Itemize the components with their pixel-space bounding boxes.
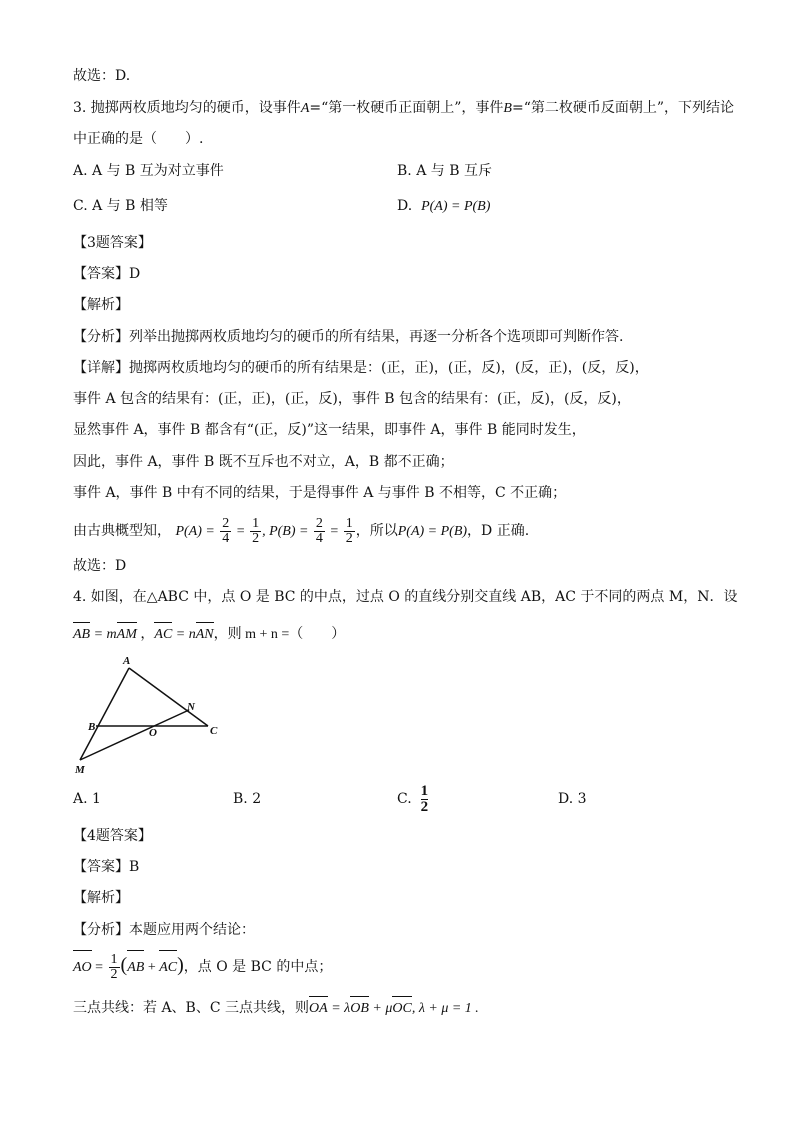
answer-header-3: 【3题答案】 [73,235,152,251]
text-line: 显然事件 A，事件 B 都含有“(正，反)”这一结果，即事件 A，事件 B 能同时发生， [73,422,586,438]
question-3-stem: 3. 抛掷两枚质地均匀的硬币，设事件A=“第一枚硬币正面朝上”，事件B=“第二枚硬币反面朝上”，下列结论 [73,100,735,116]
text-line: 事件 A，事件 B 中有不同的结果，于是得事件 A 与事件 B 不相等，C 不正确； [73,485,567,501]
q3-option-c: C. A 与 B 相等 [73,198,168,214]
label-c: C [210,725,218,737]
analysis-header-3: 【解析】 [73,297,129,313]
q4-option-a: A. 1 [73,791,101,807]
question-4-stem: 4. 如图，在△ABC 中，点 O 是 BC 的中点，过点 O 的直线分别交直线 AB，AC 于不同的两点 M，N．设 [73,589,738,605]
label-n: N [187,701,195,713]
q4-option-d: D. 3 [558,791,587,807]
q4-option-b: B. 2 [233,791,262,807]
midpoint-formula: AO = $\frac{1}{2}$ (AB + AC)，点 O 是 BC 的中点； [73,951,333,982]
text-line: 因此，事件 A，事件 B 既不互斥也不对立，A，B 都不正确； [73,454,454,470]
answer-3: 【答案】D [73,266,141,282]
line-ac [129,668,208,726]
label-m: M [75,764,85,776]
text-line: 【分析】本题应用两个结论： [73,922,255,938]
triangle-figure [73,655,233,780]
label-b: B [88,721,96,733]
answer-4: 【答案】B [73,859,140,875]
text-line: 【分析】列举出抛掷两枚质地均匀的硬币的所有结果，再逐一分析各个选项即可判断作答. [73,329,624,345]
question-3-stem-cont: 中正确的是（ ）. [73,131,204,147]
q3-option-a: A. A 与 B 互为对立事件 [73,163,224,179]
question-4-vectors: AB = mAM ，AC = nAN，则 m + n =（ ） [73,625,345,645]
label-a: A [123,655,131,667]
label-o: O [149,727,157,739]
line-am [80,668,129,760]
text-line: 事件 A 包含的结果有：(正，正)，(正，反)，事件 B 包含的结果有：(正，反)，(反，反)， [73,391,631,407]
line-mn [80,710,189,760]
text-line: 故选：D [73,558,127,574]
text-line: 【详解】抛掷两枚质地均匀的硬币的所有结果是：(正，正)，(正，反)，(反，正)，(反，反)， [73,360,649,376]
answer-header-4: 【4题答案】 [73,828,152,844]
q4-option-c: C. $\frac{1}{2}$ [397,782,429,815]
q3-option-d: D. P(A) = P(B) [397,198,491,214]
probability-line: 由古典概型知， P(A) = $\frac{2}{4}$ = $\frac{1}{2}$ , P(B) = $\frac{2}{4}$ = $\frac{1}{2}$ ，所以P(A) = P(B)，D 正确. [73,515,530,546]
q3-option-b: B. A 与 B 互斥 [397,163,492,179]
text-line: 故选：D. [73,68,131,84]
analysis-header-4: 【解析】 [73,890,129,906]
collinear-formula: 三点共线：若 A、B、C 三点共线，则OA = λOB + μOC, λ + μ = 1 . [73,998,479,1019]
